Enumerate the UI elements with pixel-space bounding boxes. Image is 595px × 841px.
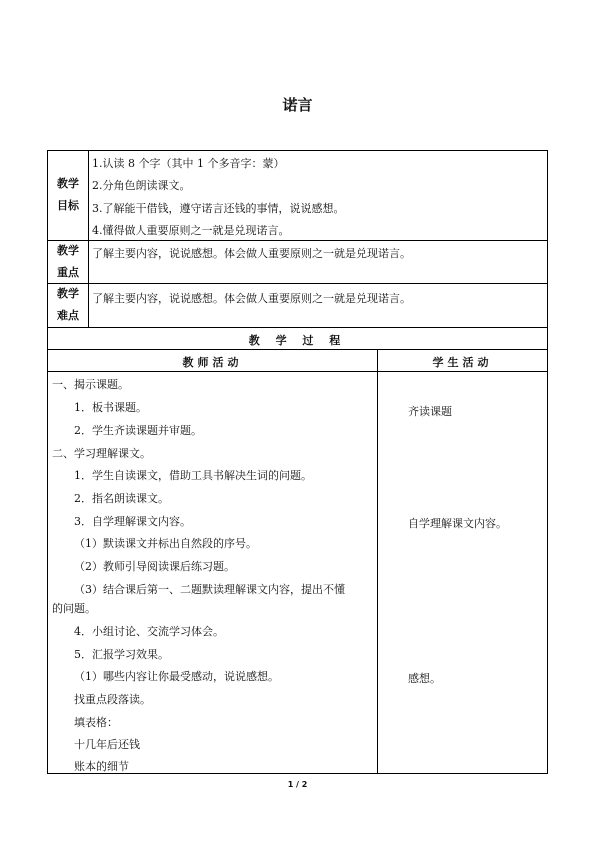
page-number: 1 / 2 xyxy=(287,780,308,789)
teacher-line: 4．小组讨论、交流学习体会。 xyxy=(74,625,224,638)
key-points-label-line1: 教学 xyxy=(57,244,79,257)
objective-item: 1.认读 8 个字（其中 1 个多音字：蒙） xyxy=(92,157,285,170)
teacher-line: 2．学生齐读课题并审题。 xyxy=(74,424,202,437)
objectives-label xyxy=(48,151,88,240)
objective-item: 4.懂得做人重要原则之一就是兑现诺言。 xyxy=(92,224,290,237)
teacher-line: 一、揭示课题。 xyxy=(52,378,129,391)
difficulties-label xyxy=(48,283,88,327)
teacher-line: 2．指名朗读课文。 xyxy=(74,492,169,505)
student-line: 感想。 xyxy=(408,672,441,685)
teacher-line: （1）哪些内容让你最受感动，说说感想。 xyxy=(74,670,279,683)
page-title: 诺言 xyxy=(282,96,313,114)
key-points-label-line2: 重点 xyxy=(57,266,79,279)
objectives-label-line2: 目标 xyxy=(57,199,79,212)
student-line: 自学理解课文内容。 xyxy=(408,517,507,530)
teacher-line: 3．自学理解课文内容。 xyxy=(74,515,191,528)
teacher-activity-header: 教师活动 xyxy=(182,356,243,369)
teacher-line: 账本的细节 xyxy=(74,760,129,773)
student-activity-header: 学生活动 xyxy=(432,356,493,369)
teacher-line: （1）默读课文并标出自然段的序号。 xyxy=(74,537,257,550)
teacher-line: 填表格： xyxy=(74,716,118,729)
objective-item: 2.分角色朗读课文。 xyxy=(92,179,191,192)
teacher-line: （3）结合课后第一、二题默读理解课文内容，提出不懂 xyxy=(74,583,345,596)
difficulties-label-line1: 教学 xyxy=(57,287,79,300)
teacher-line: 二、学习理解课文。 xyxy=(52,447,151,460)
teacher-line: 的问题。 xyxy=(52,602,96,615)
objectives-label-line1: 教学 xyxy=(57,177,79,190)
lesson-plan-table xyxy=(47,150,548,774)
teacher-line: 1．学生自读课文，借助工具书解决生词的问题。 xyxy=(74,469,312,482)
student-line: 齐读课题 xyxy=(408,405,452,418)
teacher-line: 5．汇报学习效果。 xyxy=(74,648,169,661)
teacher-line: 1．板书课题。 xyxy=(74,401,147,414)
teacher-line: （2）教师引导阅读课后练习题。 xyxy=(74,560,235,573)
difficulties-label-line2: 难点 xyxy=(57,309,79,322)
key-points-label xyxy=(48,240,88,284)
teacher-line: 十几年后还钱 xyxy=(74,738,140,751)
process-title: 教 学 过 程 xyxy=(248,334,347,347)
objective-item: 3.了解能干借钱，遵守诺言还钱的事情，说说感想。 xyxy=(92,202,345,215)
teacher-line: 找重点段落读。 xyxy=(74,693,151,706)
key-points-text: 了解主要内容，说说感想。体会做人重要原则之一就是兑现诺言。 xyxy=(92,247,411,260)
difficulties-text: 了解主要内容，说说感想。体会做人重要原则之一就是兑现诺言。 xyxy=(92,292,411,305)
